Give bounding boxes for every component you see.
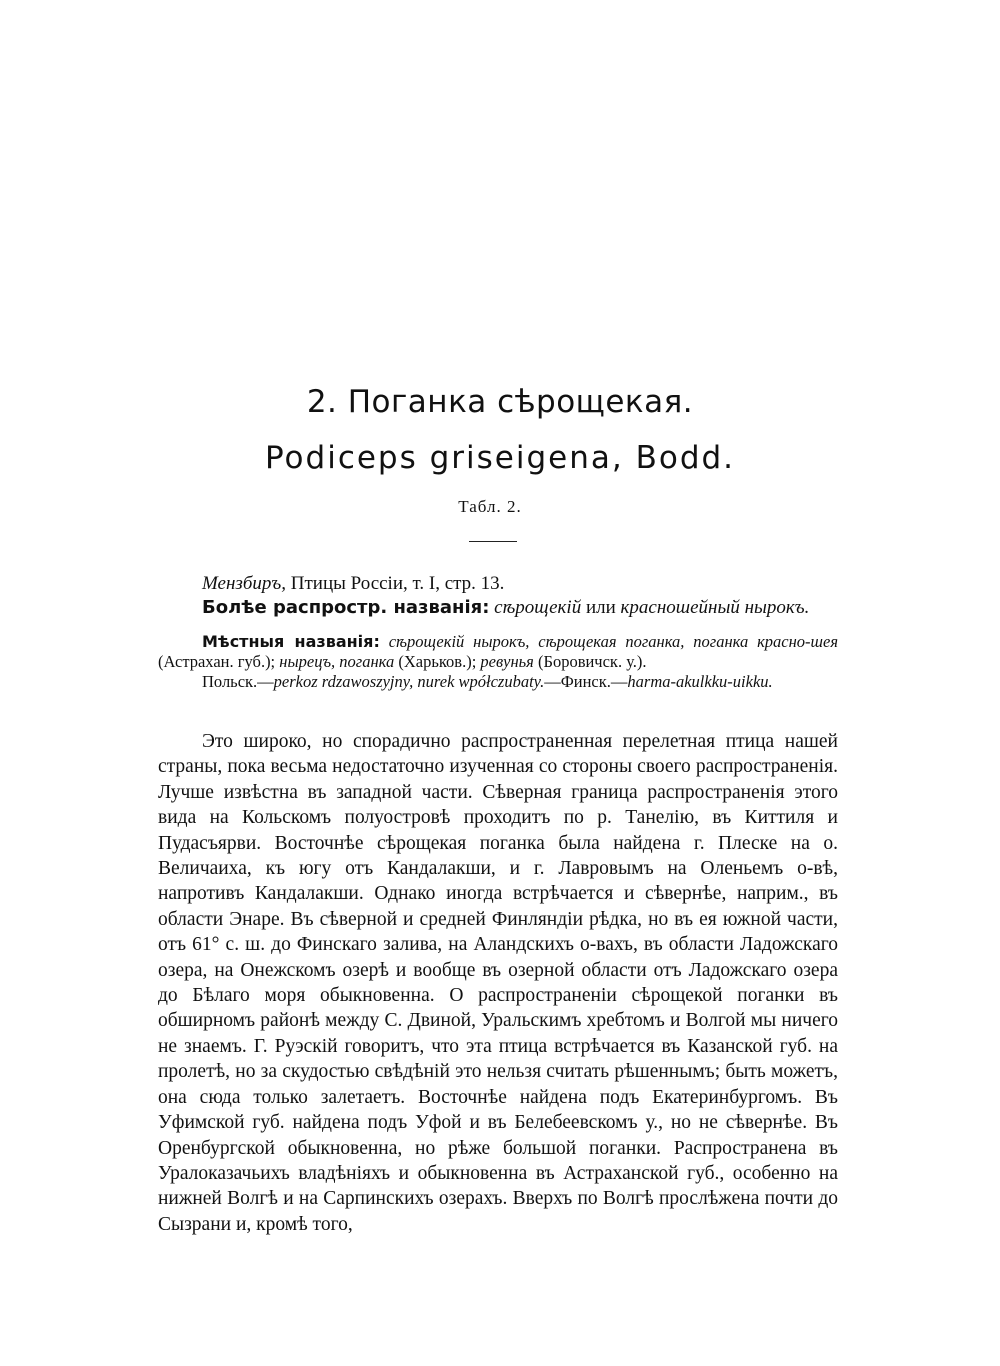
local-region-2: (Харьков.); (398, 652, 477, 671)
common-name-or: или (585, 597, 616, 618)
plate-reference: Табл. 2. (458, 497, 522, 516)
local-names-label: Мѣстныя названія: (202, 632, 380, 651)
local-region-1: (Астрахан. губ.); (158, 652, 276, 671)
common-names-label: Болѣе распростр. названія: (202, 597, 490, 618)
body-paragraph: Это широко, но спорадично распространенная перелетная птица нашей страны, пока весьма недостаточно изученная со стороны своего распространенія. Лучше извѣстна въ западной части. Сѣверная граница распространенія этого вида на Кольскомъ полуостровѣ проходитъ по р. Танелію, въ Киттиля и Пудасъярви. Восточнѣе сѣрощекая поганка была найдена г. Плеске на о. Величаиха, къ югу отъ Кандалакши, и г. Лавровымъ на Оленьемъ о-вѣ, напротивъ Кандалакши. Однако иногда встрѣчается и сѣвернѣе, наприм., въ области Энаре. Въ сѣверной и средней Финляндіи рѣдка, но въ ея южной части, отъ 61° с. ш. до Финскаго залива, на Аландскихъ о-вахъ, въ области Ладожскаго озера, на Онежскомъ озерѣ и вообще въ озерной области отъ Ладожскаго озера до Бѣлаго моря обыкновенна. О распространеніи сѣрощекой поганки въ обширномъ районѣ между С. Двиной, Уральскимъ хребтомъ и Волгой мы ничего не знаемъ. Г. Руэскій говоритъ, что эта птица встрѣчается въ Казанской губ. на пролетѣ, но за скудостью свѣдѣній это нельзя считать рѣшеннымъ; быть можетъ, она сюда только залетаетъ. Восточнѣе найдена подъ Екатеринбургомъ. Въ Уфимской губ. найдена подъ Уфой и въ Белебеевскомъ у., но не сѣвернѣе. Въ Оренбургской обыкновенна, но рѣже большой поганки. Распространена въ Уралоказачьихъ владѣніяхъ и обыкновенна въ Астраханской губ., особенно на нижней Волгѣ и на Сарпинскихъ озерахъ. Вверхъ по Волгѣ прослѣжена почти до Сызрани и, кромѣ того, (158, 731, 838, 1235)
polish-label: Польск.— (202, 672, 274, 691)
common-name-b: красношейный нырокъ. (620, 597, 810, 618)
body-text (158, 729, 838, 1237)
local-names-block (158, 632, 838, 692)
finnish-names: harma-akulkku-uikku. (627, 672, 773, 691)
local-region-3: (Боровичск. у.). (537, 652, 647, 671)
local-name-1: сѣрощекій нырокъ, сѣрощекая поганка, поганка красно-шея (388, 632, 838, 651)
polish-names: perkoz rdzawoszyjny, nurek wpółczubaty. (273, 672, 545, 691)
species-title-latin: Podiceps griseigena, Bodd. (264, 440, 736, 476)
reference-block (158, 572, 838, 620)
local-name-3: ревунья (480, 652, 534, 671)
common-names-line (158, 596, 838, 620)
divider-rule (469, 541, 517, 542)
common-name-a: сѣрощекій (494, 597, 582, 618)
finnish-label: —Финск.— (544, 672, 628, 691)
species-title-russian: 2. Поганка сѣрощекая. (306, 384, 694, 420)
reference-line (158, 572, 838, 596)
reference-source: Птицы Россіи, т. I, стр. 13. (290, 573, 505, 594)
local-name-2: нырецъ, поганка (279, 652, 395, 671)
reference-author: Мензбиръ, (202, 573, 286, 594)
